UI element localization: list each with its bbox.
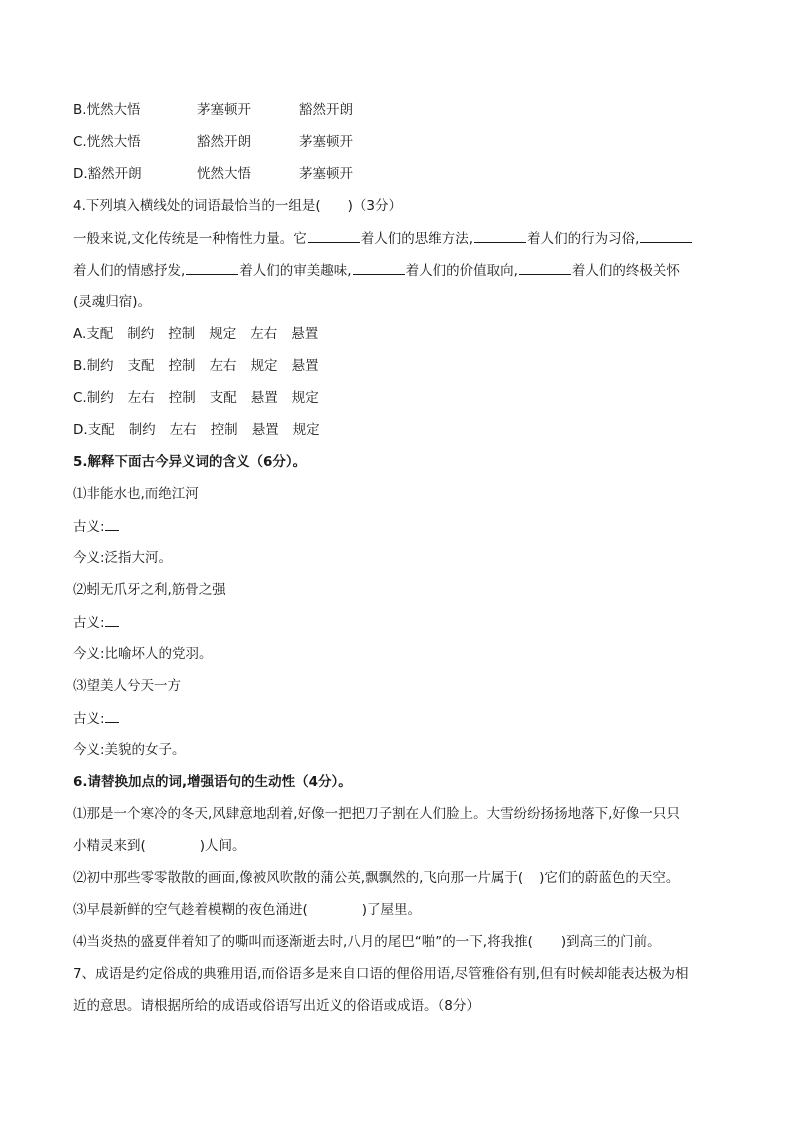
q5-item2-modern: 今义:比喻坏人的党羽。 — [73, 646, 213, 662]
passage-text: 着人们的终极关怀 — [571, 263, 680, 279]
sentence-text: ⑵初中那些零零散散的画面,像被风吹散的蒲公英,飘飘然的,飞向那一片属于( — [73, 870, 524, 886]
fill-blank — [474, 229, 526, 243]
option-letter: A. — [73, 326, 87, 342]
q4-option-d — [73, 421, 334, 439]
option-word: 悬置 — [251, 422, 279, 438]
option-word: 豁然开朗 — [87, 166, 142, 182]
sentence-text: ⑷当炎热的盛夏伴着知了的嘶叫而逐渐逝去时,八月的尾巴“啪”的一下,将我推( — [73, 934, 533, 950]
option-word: 左右 — [250, 326, 278, 342]
q3-option-c — [73, 133, 353, 151]
fill-blank — [519, 261, 571, 275]
passage-text: 着人们的思维方法, — [360, 231, 474, 247]
passage-text: 着人们的行为习俗, — [527, 231, 640, 247]
option-word: 支配 — [86, 326, 114, 342]
option-word: 制约 — [128, 422, 156, 438]
option-word: 控制 — [210, 422, 238, 438]
q5-item1-sentence: ⑴非能水也,而绝江河 — [73, 486, 199, 502]
q6-sentence3 — [73, 901, 421, 919]
fill-blank — [186, 261, 238, 275]
ancient-label: 古义: — [73, 615, 105, 631]
option-word: 制约 — [127, 326, 155, 342]
option-word: 恍然大悟 — [86, 134, 141, 150]
option-word: 支配 — [127, 358, 155, 374]
q5-item2-sentence: ⑵蚓无爪牙之利,筋骨之强 — [73, 582, 226, 598]
q5-item3-sentence: ⑶望美人兮天一方 — [73, 678, 181, 694]
q6-sentence2 — [73, 869, 679, 887]
passage-text: 着人们的审美趣味, — [239, 263, 352, 279]
option-word: 左右 — [127, 390, 155, 406]
fill-blank — [353, 261, 405, 275]
option-word: 规定 — [209, 326, 237, 342]
passage-text: 着人们的价值取向, — [405, 263, 518, 279]
q7-line1: 7、成语是约定俗成的典雅用语,而俗语多是来自口语的俚俗用语,尽管雅俗有别,但有时候却能表达极为相 — [73, 966, 689, 982]
q5-item1-modern: 今义:泛指大河。 — [73, 550, 173, 566]
q4-passage-line2 — [73, 261, 680, 280]
option-letter: B. — [73, 102, 87, 118]
option-word: 茅塞顿开 — [197, 102, 251, 118]
sentence-text: )它们的蔚蓝色的天空。 — [539, 870, 680, 886]
sentence-text: 小精灵来到( — [73, 838, 146, 854]
q4-passage-line3: (灵魂归宿)。 — [73, 294, 152, 310]
q5-item3-modern: 今义:美貌的女子。 — [73, 742, 186, 758]
q4-option-b — [73, 357, 333, 375]
option-word: 悬置 — [250, 390, 278, 406]
q3-option-d — [73, 165, 353, 183]
q6-sentence1-line2 — [73, 837, 246, 855]
q6-sentence4 — [73, 933, 661, 951]
q5-title: 5.解释下面古今异义词的含义（6分）。 — [73, 454, 307, 470]
q5-item3-ancient — [73, 709, 119, 728]
sentence-text: )了屋里。 — [361, 902, 422, 918]
option-letter: C. — [73, 134, 87, 150]
q4-option-c — [73, 389, 333, 407]
answer-blank — [105, 709, 119, 723]
option-word: 支配 — [209, 390, 237, 406]
passage-text: 一般来说,文化传统是一种惰性力量。它 — [73, 231, 307, 247]
option-letter: D. — [73, 422, 88, 438]
option-word: 支配 — [87, 422, 115, 438]
q6-title: 6.请替换加点的词,增强语句的生动性（4分）。 — [73, 774, 352, 790]
option-word: 左右 — [209, 358, 237, 374]
option-word: 规定 — [250, 358, 278, 374]
q3-option-b — [73, 101, 353, 119]
option-word: 悬置 — [291, 326, 319, 342]
q4-option-a — [73, 325, 332, 343]
option-word: 控制 — [168, 358, 196, 374]
option-letter: D. — [73, 166, 88, 182]
answer-blank — [105, 517, 119, 531]
option-word: 恍然大悟 — [197, 166, 251, 182]
option-word: 左右 — [169, 422, 197, 438]
option-word: 恍然大悟 — [86, 102, 141, 118]
fill-blank — [308, 229, 360, 243]
sentence-text: )到高三的门前。 — [560, 934, 661, 950]
option-word: 制约 — [86, 390, 114, 406]
option-letter: B. — [73, 358, 87, 374]
option-word: 规定 — [292, 422, 320, 438]
q4-passage-line1 — [73, 229, 693, 248]
fill-blank — [640, 229, 692, 243]
ancient-label: 古义: — [73, 711, 105, 727]
q7-line2: 近的意思。请根据所给的成语或俗语写出近义的俗语或成语。（8分） — [73, 998, 480, 1014]
option-word: 控制 — [168, 326, 196, 342]
q4-title: 4.下列填入横线处的词语最恰当的一组是( )（3分） — [73, 198, 403, 214]
answer-blank — [105, 613, 119, 627]
option-word: 茅塞顿开 — [299, 166, 353, 182]
sentence-text: )人间。 — [199, 838, 246, 854]
option-word: 制约 — [86, 358, 114, 374]
option-word: 控制 — [168, 390, 196, 406]
sentence-text: ⑶早晨新鲜的空气趁着模糊的夜色涌进( — [73, 902, 308, 918]
passage-text: 着人们的情感抒发, — [73, 263, 186, 279]
option-word: 规定 — [291, 390, 319, 406]
option-word: 茅塞顿开 — [299, 134, 353, 150]
q6-sentence1-line1: ⑴那是一个寒冷的冬天,风肆意地刮着,好像一把把刀子割在人们脸上。大雪纷纷扬扬地落下,好像一只只 — [73, 806, 680, 822]
q5-item2-ancient — [73, 613, 119, 632]
option-letter: C. — [73, 390, 87, 406]
ancient-label: 古义: — [73, 519, 105, 535]
q5-item1-ancient — [73, 517, 119, 536]
option-word: 豁然开朗 — [197, 134, 251, 150]
option-word: 悬置 — [291, 358, 319, 374]
option-word: 豁然开朗 — [299, 102, 353, 118]
